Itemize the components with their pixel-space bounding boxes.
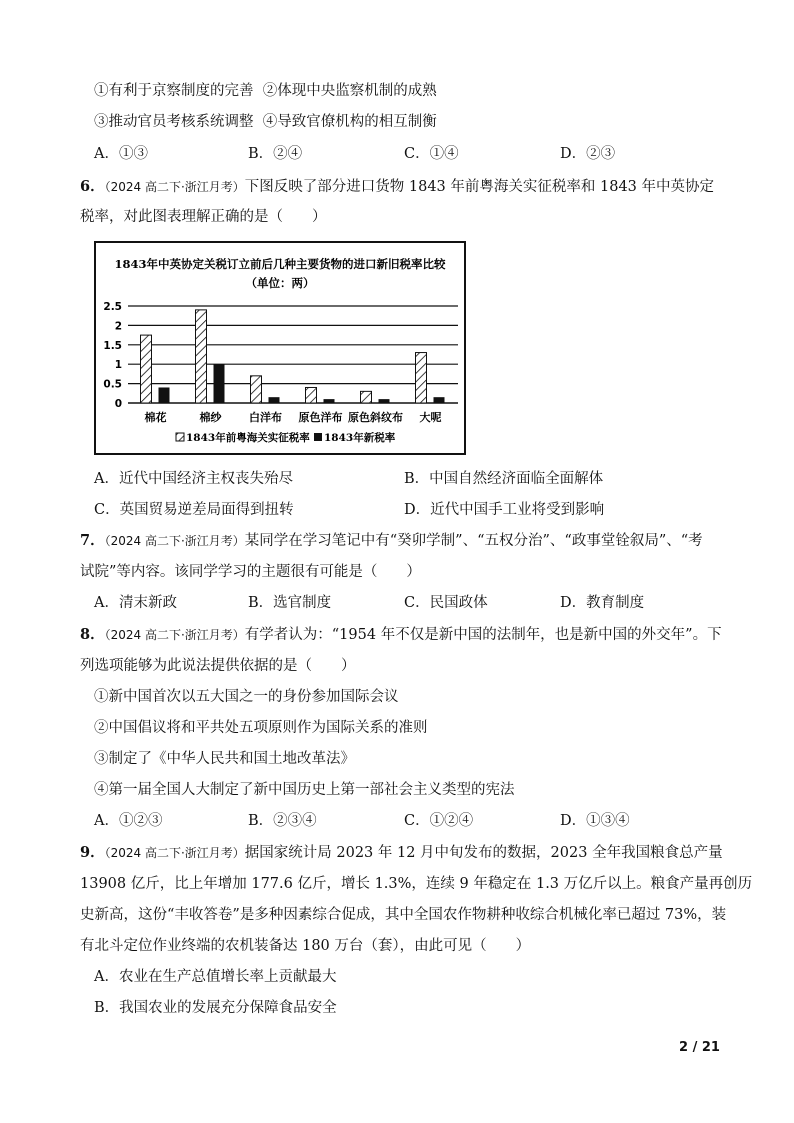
q9-stem-line2: 13908 亿斤，比上年增加 177.6 亿斤，增长 1.3%，连续 9 年稳定在 1.3 万亿斤以上。粮食产量再创历 <box>80 876 753 892</box>
q7-option-c[interactable]: C．民国政体 <box>404 595 488 611</box>
x-category-label: 白洋布 <box>249 411 282 424</box>
q9-option-a[interactable]: A．农业在生产总值增长率上贡献最大 <box>94 969 337 985</box>
q6-stem-text1: 下图反映了部分进口货物 1843 年前粤海关实征税率和 1843 年中英协定 <box>244 179 715 195</box>
q8-item-3: ③制定了《中华人民共和国土地改革法》 <box>94 751 355 767</box>
q6-option-a[interactable]: A．近代中国经济主权丧失殆尽 <box>94 471 293 487</box>
x-category-label: 原色斜纹布 <box>348 411 403 424</box>
q5-option-c[interactable]: C．①④ <box>404 146 459 162</box>
q6-source: （2024 高二下·浙江月考） <box>104 180 245 194</box>
q7-stem-text1: 某同学在学习笔记中有“癸卯学制”、“五权分治”、“政事堂铨叙局”、“考 <box>244 533 703 549</box>
q8-item-4: ④第一届全国人大制定了新中国历史上第一部社会主义类型的宪法 <box>94 782 515 798</box>
bar-new-rate <box>214 364 225 403</box>
q9-stem-text1: 据国家统计局 2023 年 12 月中旬发布的数据，2023 全年我国粮食总产量 <box>244 845 723 861</box>
legend-swatch-new <box>314 433 322 441</box>
q5-items-row1 <box>94 81 437 101</box>
q6-number: 6． <box>80 178 105 195</box>
tariff-chart-svg <box>96 243 464 453</box>
chart-subtitle: （单位：两） <box>245 276 315 290</box>
q7-option-d[interactable]: D．教育制度 <box>560 595 645 611</box>
q5-option-d[interactable]: D．②③ <box>560 146 616 162</box>
bar-old-rate <box>141 335 152 403</box>
q5-items-row2 <box>94 112 437 132</box>
legend-label-new: 1843年新税率 <box>324 432 396 444</box>
x-category-label: 棉纱 <box>199 411 222 424</box>
q9-stem-line3: 史新高，这份“丰收答卷”是多种因素综合促成，其中全国农作物耕种收综合机械化率已超过 73%，装 <box>80 907 727 923</box>
x-category-label: 原色洋布 <box>298 411 343 424</box>
q7-stem-line1 <box>80 531 703 551</box>
q5-item-1: ①有利于京察制度的完善 <box>94 83 254 99</box>
bar-old-rate <box>416 353 427 403</box>
q6-option-d[interactable]: D．近代中国手工业将受到影响 <box>404 502 605 518</box>
x-category-label: 大呢 <box>419 411 442 424</box>
q7-option-a[interactable]: A．清末新政 <box>94 595 177 611</box>
q8-option-c[interactable]: C．①②④ <box>404 813 474 829</box>
q5-item-2: ②体现中央监察机制的成熟 <box>262 83 437 99</box>
chart-legend <box>176 431 396 444</box>
q5-option-a[interactable]: A．①③ <box>94 146 148 162</box>
q8-option-d[interactable]: D．①③④ <box>560 813 630 829</box>
q8-item-1: ①新中国首次以五大国之一的身份参加国际会议 <box>94 689 399 705</box>
q6-option-c[interactable]: C．英国贸易逆差局面得到扭转 <box>94 502 294 518</box>
q8-stem-line1 <box>80 625 722 645</box>
bar-old-rate <box>306 387 317 403</box>
q9-option-b[interactable]: B．我国农业的发展充分保障食品安全 <box>94 1000 337 1016</box>
bar-new-rate <box>379 399 390 403</box>
x-category-label: 棉花 <box>144 411 167 424</box>
q9-stem-line4: 有北斗定位作业终端的农机装备达 180 万台（套），由此可见（ ） <box>80 938 531 954</box>
bar-old-rate <box>251 376 262 403</box>
q6-stem-line1 <box>80 177 714 197</box>
q5-item-3: ③推动官员考核系统调整 <box>94 114 254 130</box>
q7-source: （2024 高二下·浙江月考） <box>104 534 245 548</box>
q8-item-2: ②中国倡议将和平共处五项原则作为国际关系的准则 <box>94 720 428 736</box>
y-tick-label: 1.5 <box>103 339 122 352</box>
y-tick-label: 0 <box>114 398 122 410</box>
q5-option-b[interactable]: B．②④ <box>248 146 303 162</box>
q8-stem-text1: 有学者认为：“1954 年不仅是新中国的法制年，也是新中国的外交年”。下 <box>244 627 722 643</box>
q8-number: 8． <box>80 626 105 643</box>
q7-stem-line2: 试院”等内容。该同学学习的主题很有可能是（ ） <box>80 564 421 580</box>
chart-title: 1843年中英协定关税订立前后几种主要货物的进口新旧税率比较 <box>114 257 446 271</box>
q9-source: （2024 高二下·浙江月考） <box>104 846 245 860</box>
y-tick-label: 2.5 <box>103 301 122 313</box>
y-tick-label: 1 <box>114 359 122 372</box>
q7-number: 7． <box>80 532 105 549</box>
q8-source: （2024 高二下·浙江月考） <box>104 628 245 642</box>
bar-old-rate <box>196 310 207 403</box>
q9-number: 9． <box>80 844 105 861</box>
q8-stem-line2: 列选项能够为此说法提供依据的是（ ） <box>80 658 356 674</box>
bar-old-rate <box>361 391 372 403</box>
bar-new-rate <box>434 397 445 403</box>
y-tick-label: 2 <box>114 320 122 333</box>
legend-label-old: 1843年前粤海关实征税率 <box>186 432 310 444</box>
y-tick-label: 0.5 <box>103 378 122 391</box>
bar-new-rate <box>159 387 170 403</box>
q6-stem-line2: 税率，对此图表理解正确的是（ ） <box>80 209 327 225</box>
page-number: 2 / 21 <box>679 1040 720 1055</box>
q7-option-b[interactable]: B．选官制度 <box>248 595 332 611</box>
q6-option-b[interactable]: B．中国自然经济面临全面解体 <box>404 471 604 487</box>
legend-swatch-old <box>176 433 184 441</box>
q8-option-a[interactable]: A．①②③ <box>94 813 163 829</box>
q9-stem-line1 <box>80 843 723 863</box>
bar-new-rate <box>324 399 335 403</box>
q8-option-b[interactable]: B．②③④ <box>248 813 317 829</box>
bar-new-rate <box>269 397 280 403</box>
q5-item-4: ④导致官僚机构的相互制衡 <box>262 114 437 130</box>
tariff-chart <box>94 241 466 455</box>
